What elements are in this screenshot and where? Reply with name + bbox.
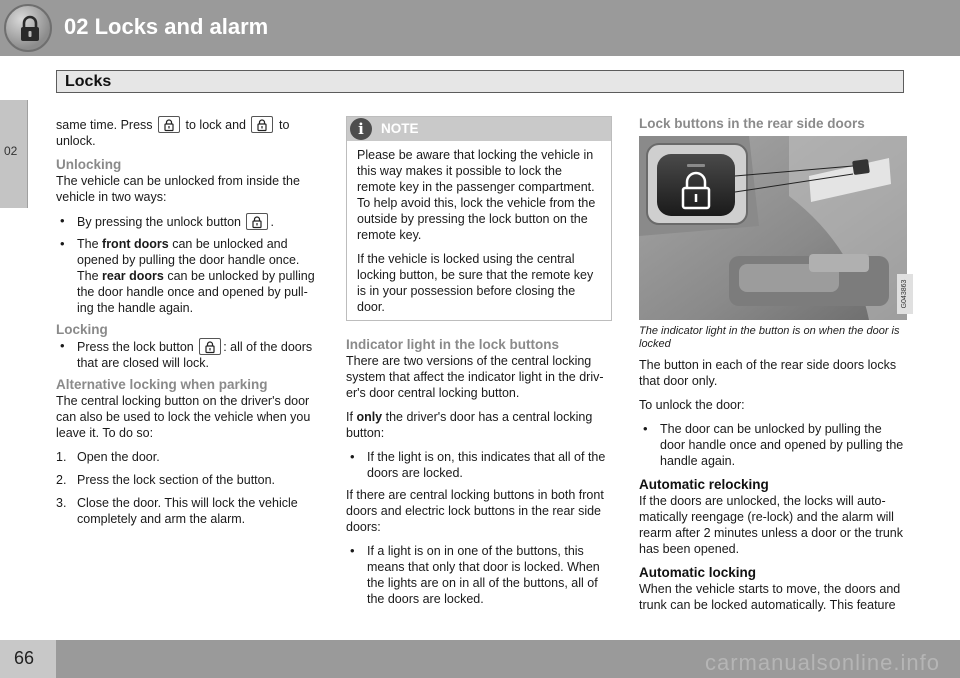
step-number: 2. bbox=[56, 473, 67, 487]
step-number: 3. bbox=[56, 496, 67, 510]
intro-text-c: to unlock. bbox=[56, 118, 290, 148]
intro-text-b: to lock and bbox=[185, 118, 246, 132]
chapter-side-tab bbox=[0, 100, 28, 208]
locking-heading: Locking bbox=[56, 322, 108, 337]
info-icon: i bbox=[350, 118, 372, 140]
page-number: 66 bbox=[14, 648, 35, 668]
list-item bbox=[56, 213, 324, 230]
step-text: Close the door. This will lock the vehicle completely and arm the alarm. bbox=[77, 496, 298, 526]
list-item: • The door can be unlocked by pulling the door handle once and opened by pulling the handle again. bbox=[639, 421, 907, 469]
note-paragraph: Please be aware that locking the vehicle in this way makes it possible to lock the remote key in the passenger compartment. To help avoid this, lock the vehicle from the outside by pressing the lock button on the remote key. bbox=[357, 148, 596, 242]
automatic-locking-heading: Automatic locking bbox=[639, 565, 757, 580]
photo-code: G043863 bbox=[897, 274, 913, 314]
bullet-text: can be unlocked and opened by pulling the door handle once. The bbox=[77, 237, 300, 283]
unlock-button-icon bbox=[246, 213, 268, 230]
rear-paragraph: To unlock the door: bbox=[639, 398, 745, 412]
indicator-list-a bbox=[346, 449, 612, 481]
bold-term: front doors bbox=[102, 237, 169, 251]
bold-term: only bbox=[356, 410, 383, 424]
note-body bbox=[347, 141, 611, 320]
step-text: Press the lock section of the button. bbox=[77, 473, 276, 487]
unlock-button-icon bbox=[251, 116, 273, 133]
door-lock-button-photo bbox=[639, 136, 907, 320]
steps-list bbox=[56, 449, 324, 527]
bold-term: rear doors bbox=[102, 269, 164, 283]
automatic-relocking-heading: Automatic relocking bbox=[639, 477, 769, 492]
list-item bbox=[56, 472, 324, 488]
indicator-list-b bbox=[346, 543, 612, 607]
list-item bbox=[56, 449, 324, 465]
section-header bbox=[56, 70, 904, 93]
unlocking-heading: Unlocking bbox=[56, 157, 122, 172]
note-paragraph: If the vehicle is locked using the central locking button, be sure that the remote key is in your possession before closing the door. bbox=[357, 252, 594, 314]
automatic-locking-text: When the vehicle starts to move, the doors and trunk can be locked automatically. This feature bbox=[639, 582, 901, 612]
indicator-text: There are two versions of the central locking system that affect the indicator light in the driv-er's door central locking button. bbox=[346, 354, 604, 400]
alternative-locking-text: The central locking button on the driver's door can also be used to lock the vehicle when you leave it. To do so: bbox=[56, 394, 311, 440]
if-there-paragraph: If there are central locking buttons in both front doors and electric lock buttons in the rear side doors: bbox=[346, 488, 604, 534]
bullet-text: The bbox=[77, 237, 99, 251]
section-title: Locks bbox=[65, 73, 112, 90]
lock-button-icon bbox=[158, 116, 180, 133]
lock-button-icon bbox=[199, 338, 221, 355]
list-item bbox=[56, 236, 324, 316]
intro-paragraph bbox=[56, 116, 324, 149]
chapter-title: 02 Locks and alarm bbox=[64, 14, 269, 39]
list-item bbox=[56, 495, 324, 527]
indicator-heading: Indicator light in the lock buttons bbox=[346, 337, 559, 352]
bullet-end: . bbox=[270, 215, 274, 229]
page-number-box bbox=[0, 640, 56, 678]
rear-list bbox=[639, 421, 907, 469]
padlock-badge-icon bbox=[4, 4, 52, 52]
note-label: NOTE bbox=[381, 121, 419, 136]
unlocking-text: The vehicle can be unlocked from inside the vehicle in two ways: bbox=[56, 174, 300, 204]
chapter-header bbox=[0, 0, 960, 56]
page-footer bbox=[0, 640, 960, 678]
unlocking-list bbox=[56, 213, 324, 316]
list-item: • If the light is on, this indicates that all of the doors are locked. bbox=[346, 449, 612, 481]
text: the driver's door has a central locking button: bbox=[346, 410, 593, 440]
list-item: • If a light is on in one of the buttons, this means that only that door is locked. When the lights are on in all of the buttons, all of the doors are locked. bbox=[346, 543, 612, 607]
photo-caption: The indicator light in the button is on when the door is locked bbox=[639, 325, 900, 350]
step-text: Open the door. bbox=[77, 450, 160, 464]
column-right bbox=[639, 116, 907, 621]
note-box bbox=[346, 116, 612, 321]
bullet-text: : all of the doors that are closed will lock. bbox=[77, 340, 313, 370]
bullet-text: By pressing the unlock button bbox=[77, 215, 241, 229]
rear-doors-heading: Lock buttons in the rear side doors bbox=[639, 116, 865, 131]
rear-paragraph: The button in each of the rear side doors locks that door only. bbox=[639, 358, 897, 388]
list-item bbox=[56, 338, 324, 371]
text: If bbox=[346, 410, 353, 424]
column-middle bbox=[346, 116, 612, 613]
step-number: 1. bbox=[56, 450, 67, 464]
if-only-paragraph bbox=[346, 409, 612, 441]
side-tab-label: 02 bbox=[4, 144, 18, 158]
automatic-relocking-text: If the doors are unlocked, the locks will auto-matically reengage (re-lock) and the alarm will rearm after 2 minutes unless a door or the trunk has been opened. bbox=[639, 494, 904, 556]
bullet-text: Press the lock button bbox=[77, 340, 194, 354]
intro-text-a: same time. Press bbox=[56, 118, 153, 132]
watermark: carmanualsonline.info bbox=[704, 650, 940, 675]
alternative-locking-heading: Alternative locking when parking bbox=[56, 377, 268, 392]
bullet-text: can be unlocked by pulling the door handle once and opened by pull-ing the handle again. bbox=[77, 269, 315, 315]
column-left bbox=[56, 116, 324, 534]
note-header bbox=[347, 117, 611, 141]
locking-list bbox=[56, 338, 324, 371]
